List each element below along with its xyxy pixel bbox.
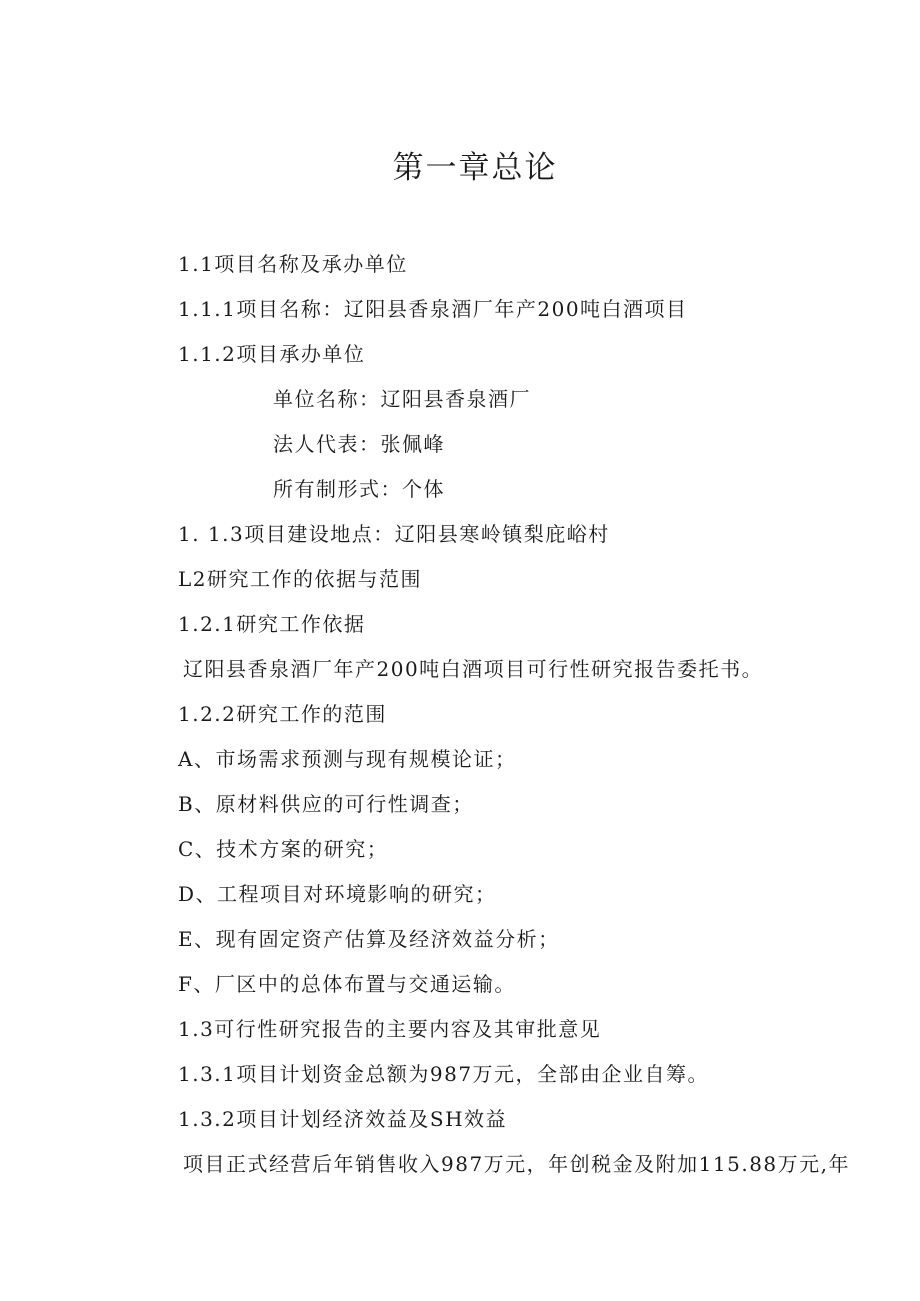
subsection-1-2-1: 1.2.1研究工作依据	[178, 612, 366, 636]
subsection-1-3-2: 1.3.2项目计划经济效益及SH效益	[178, 1107, 508, 1131]
scope-item-a: A、市场需求预测与现有规模论证；	[178, 747, 517, 771]
unit-name-line: 单位名称：辽阳县香泉酒厂	[273, 387, 531, 411]
section-heading-1-3: 1.3可行性研究报告的主要内容及其审批意见	[178, 1017, 602, 1041]
subsection-1-1-1: 1.1.1项目名称：辽阳县香泉酒厂年产200吨白酒项目	[178, 297, 688, 321]
section-heading-1-1: 1.1项目名称及承办单位	[178, 252, 408, 276]
paragraph-basis: 辽阳县香泉酒厂年产200吨白酒项目可行性研究报告委托书。	[183, 657, 764, 681]
scope-item-c: C、技术方案的研究；	[178, 837, 389, 861]
subsection-1-1-2: 1.1.2项目承办单位	[178, 342, 366, 366]
scope-item-d: D、工程项目对环境影响的研究；	[178, 882, 497, 906]
legal-representative-line: 法人代表：张佩峰	[273, 432, 445, 456]
scope-item-e: E、现有固定资产估算及经济效益分析；	[178, 927, 560, 951]
subsection-1-3-1: 1.3.1项目计划资金总额为987万元，全部由企业自筹。	[178, 1062, 710, 1086]
section-heading-1-2: L2研究工作的依据与范围	[178, 567, 423, 591]
paragraph-benefits: 项目正式经营后年销售收入987万元，年创税金及附加115.88万元,年	[183, 1152, 851, 1176]
scope-item-b: B、原材料供应的可行性调查；	[178, 792, 474, 816]
subsection-1-1-3: 1. 1.3项目建设地点：辽阳县寒岭镇梨庇峪村	[178, 522, 610, 546]
chapter-title: 第一章总论	[392, 150, 558, 186]
subsection-1-2-2: 1.2.2研究工作的范围	[178, 702, 387, 726]
ownership-line: 所有制形式：个体	[273, 477, 445, 501]
scope-item-f: F、厂区中的总体布置与交通运输。	[178, 972, 516, 996]
